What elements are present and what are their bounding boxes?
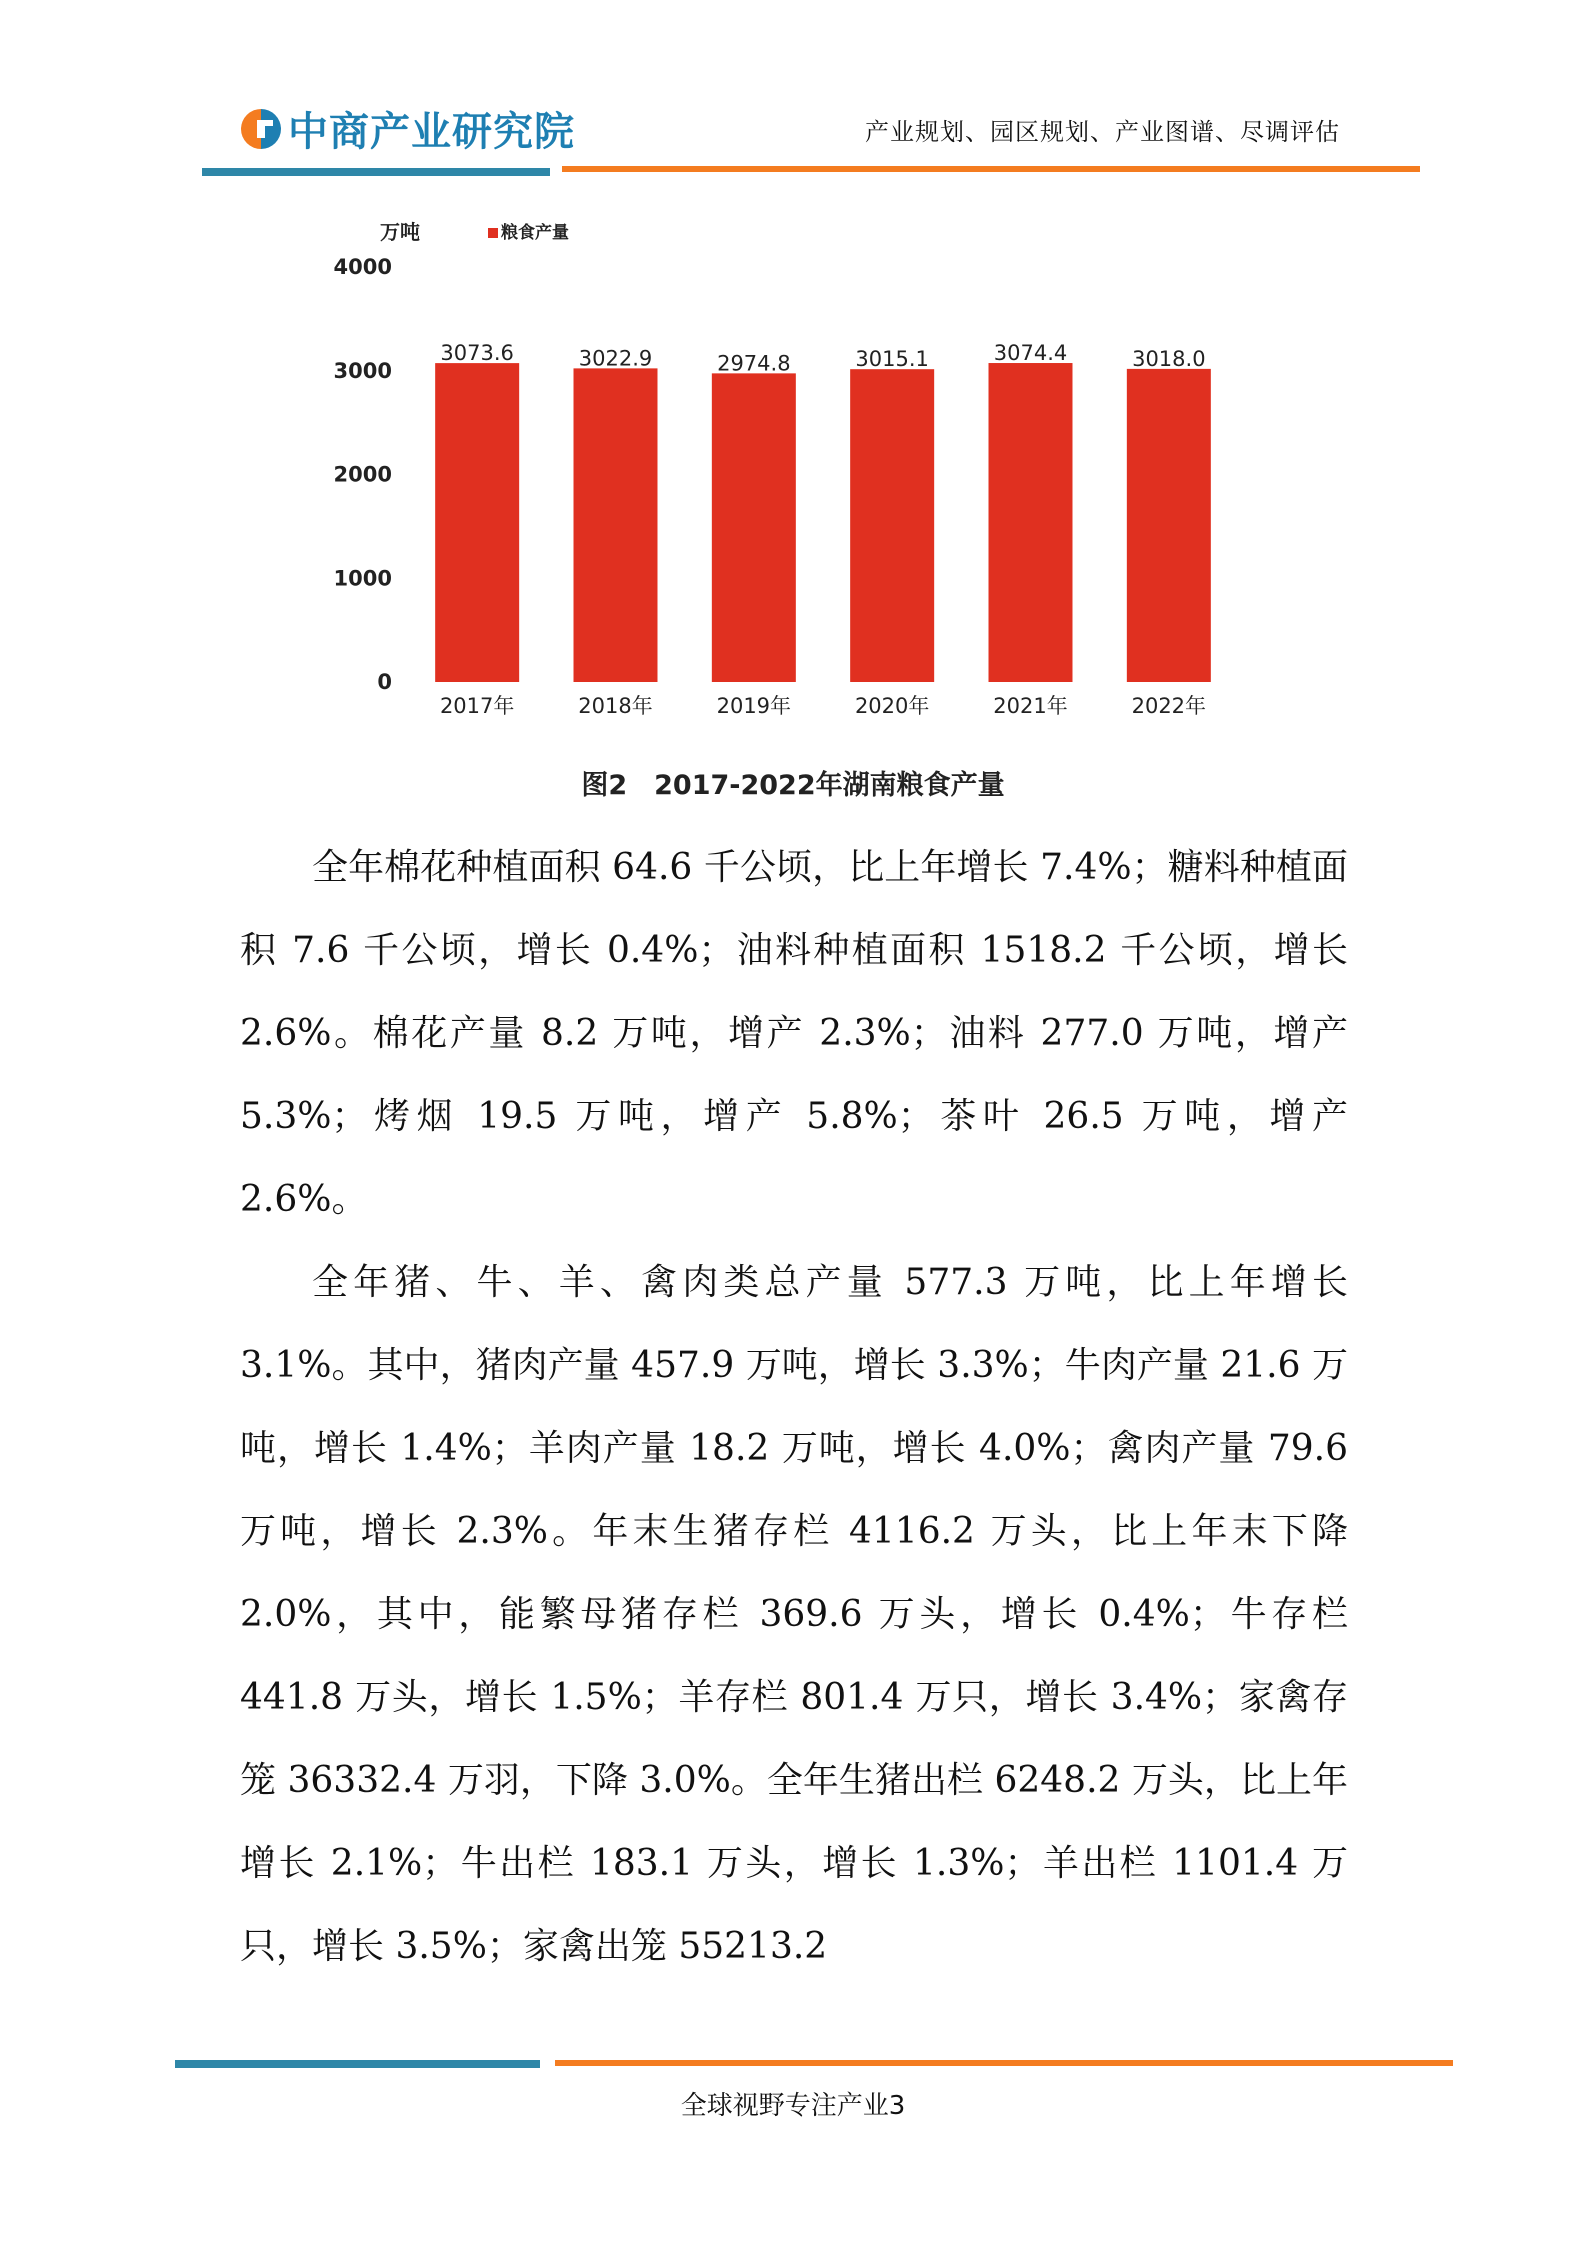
x-tick-label: 2018年 [578, 694, 653, 718]
legend-swatch [488, 228, 498, 238]
paragraph-cotton-oil: 全年棉花种植面积 64.6 千公顷，比上年增长 7.4%；糖料种植面积 7.6 千公顷，增长 0.4%；油料种植面积 1518.2 千公顷，增长 2.6%。棉花产量 8.2 万吨，增产 2.3%；油料 277.0 万吨，增产 5.3%；烤烟 19.5 万吨，增产 5.8%；茶叶 26.5 万吨，增产 2.6%。 [240, 847, 1348, 1220]
footer-rule-blue [175, 2060, 540, 2068]
y-tick-label: 3000 [333, 358, 392, 383]
logo-text: 中商产业研究院 [288, 109, 575, 155]
bar [712, 373, 796, 682]
header-tagline: 产业规划、园区规划、产业图谱、尽调评估 [865, 118, 1340, 146]
bar-value-label: 3073.6 [440, 341, 514, 366]
x-tick-label: 2022年 [1131, 694, 1207, 718]
footer-rule-orange [555, 2060, 1453, 2066]
bar [850, 369, 934, 682]
logo-mark-icon [238, 106, 284, 152]
grain-output-chart [300, 205, 1260, 735]
legend-label: 粮食产量 [501, 223, 569, 243]
paragraph-meat-livestock: 全年猪、牛、羊、禽肉类总产量 577.3 万吨，比上年增长 3.1%。其中，猪肉产量 457.9 万吨，增长 3.3%；牛肉产量 21.6 万吨，增长 1.4%；羊肉产量 18.2 万吨，增长 4.0%；禽肉产量 79.6 万吨，增长 2.3%。年末生猪存栏 4116.2 万头，比上年末下降 2.0%，其中，能繁母猪存栏 369.6 万头，增长 0.4%；牛存栏 441.8 万头，增长 1.5%；羊存栏 801.4 万只，增长 3.4%；家禽存笼 36332.4 万羽，下降 3.0%。全年生猪出栏 6248.2 万头，比上年增长 2.1%；牛出栏 183.1 万头，增长 1.3%；羊出栏 1101.4 万只，增长 3.5%；家禽出笼 55213.2 [240, 1262, 1348, 1967]
figure-caption: 图2 2017-2022年湖南粮食产量 [581, 770, 1005, 801]
y-tick-label: 1000 [333, 566, 392, 591]
y-tick-label: 4000 [333, 255, 392, 279]
y-unit-label: 万吨 [380, 220, 420, 244]
bar [435, 363, 519, 682]
body-text [240, 826, 1348, 1988]
header-rule-blue [202, 168, 550, 176]
bar [1127, 369, 1211, 682]
company-logo [238, 100, 575, 157]
header-rule-orange [562, 166, 1420, 172]
page-footer: 全球视野专注产业3 [680, 2091, 906, 2121]
x-tick-label: 2021年 [993, 694, 1068, 718]
x-tick-label: 2017年 [439, 694, 515, 718]
x-tick-label: 2019年 [716, 694, 792, 718]
bar [989, 363, 1073, 682]
x-tick-label: 2020年 [854, 694, 930, 718]
bar [574, 368, 658, 682]
bar-value-label: 3022.9 [578, 346, 653, 371]
y-tick-label: 0 [377, 670, 392, 694]
bar-value-label: 3018.0 [1132, 346, 1206, 371]
bar-value-label: 3074.4 [993, 341, 1068, 366]
bar-value-label: 2974.8 [717, 351, 791, 376]
bar-value-label: 3015.1 [855, 347, 929, 372]
y-tick-label: 2000 [333, 462, 392, 487]
